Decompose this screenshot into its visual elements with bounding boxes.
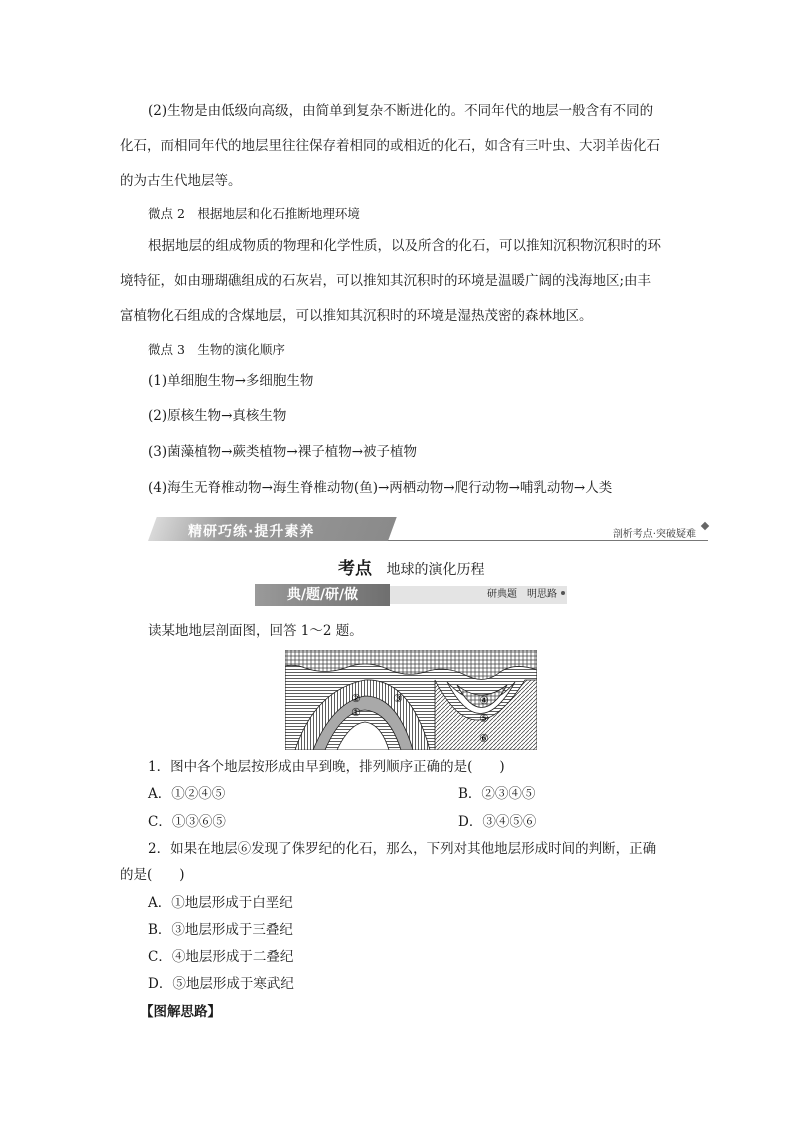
evolution-item-4: (4)海生无脊椎动物→海生脊椎动物(鱼)→两栖动物→爬行动物→哺乳动物→人类 xyxy=(148,480,613,496)
layer-label-5: ⑤ xyxy=(479,712,489,725)
banner-divider xyxy=(388,540,708,541)
section-heading-2: 微点 2 根据地层和化石推断地理环境 xyxy=(148,206,360,221)
banner-title: 精研巧练·提升素养 xyxy=(188,524,315,540)
q1-option-b[interactable]: B．②③④⑤ xyxy=(458,786,536,802)
diamond-icon xyxy=(701,522,709,530)
layer-label-1: ① xyxy=(351,706,361,719)
layer-label-3: ③ xyxy=(393,692,403,705)
layer-label-6: ⑥ xyxy=(479,732,489,745)
banner-subtitle: 剖析考点·突破疑难 xyxy=(612,529,696,540)
sub-banner xyxy=(255,584,567,606)
q2-option-a[interactable]: A．①地层形成于白垩纪 xyxy=(148,895,293,911)
section-banner xyxy=(148,513,708,545)
kaodian-heading xyxy=(338,554,484,579)
q2-option-b[interactable]: B．③地层形成于三叠纪 xyxy=(148,922,293,938)
evolution-item-3: (3)菌藻植物→蕨类植物→裸子植物→被子植物 xyxy=(148,444,418,460)
question-2-stem-line2: 的是( ) xyxy=(120,867,185,883)
paragraph-3: 的为古生代地层等。 xyxy=(120,173,242,189)
question-intro: 读某地地层剖面图，回答 1～2 题。 xyxy=(148,623,363,639)
sub-banner-title: 典/题/研/做 xyxy=(255,584,390,606)
kaodian-title: 地球的演化历程 xyxy=(386,562,485,578)
layer-label-4: ④ xyxy=(479,694,489,707)
paragraph-6: 富植物化石组成的含煤地层，可以推知其沉积时的环境是湿热茂密的森林地区。 xyxy=(120,308,593,324)
evolution-item-1: (1)单细胞生物→多细胞生物 xyxy=(148,373,314,389)
q1-option-c[interactable]: C．①③⑥⑤ xyxy=(148,814,226,830)
q1-option-d[interactable]: D．③④⑤⑥ xyxy=(458,814,537,830)
q1-option-a[interactable]: A．①②④⑤ xyxy=(148,786,226,802)
strata-diagram xyxy=(285,650,537,750)
paragraph-2: 化石，而相同年代的地层里往往保存着相同的或相近的化石，如含有三叶虫、大羽羊齿化石 xyxy=(120,138,660,154)
sub-banner-subtitle-box xyxy=(390,586,567,604)
question-1-stem: 1．图中各个地层按形成由早到晚，排列顺序正确的是( ) xyxy=(148,759,505,775)
layer-label-2: ② xyxy=(351,692,361,705)
sub-banner-subtitle: 研典题 明思路 xyxy=(487,589,557,600)
paragraph-4: 根据地层的组成物质的物理和化学性质，以及所含的化石，可以推知沉积物沉积时的环 xyxy=(148,238,661,254)
dot-icon xyxy=(561,591,565,595)
paragraph-5: 境特征，如由珊瑚礁组成的石灰岩，可以推知其沉积时的环境是温暖广阔的浅海地区;由丰 xyxy=(120,273,652,289)
q2-option-c[interactable]: C．④地层形成于二叠纪 xyxy=(148,949,294,965)
solution-label: 【图解思路】 xyxy=(140,1004,221,1020)
kaodian-label: 考点 xyxy=(338,559,372,579)
paragraph-1: (2)生物是由低级向高级，由简单到复杂不断进化的。不同年代的地层一般含有不同的 xyxy=(148,103,654,119)
question-2-stem-line1: 2．如果在地层⑥发现了侏罗纪的化石，那么，下列对其他地层形成时间的判断，正确 xyxy=(148,841,657,857)
q2-option-d[interactable]: D．⑤地层形成于寒武纪 xyxy=(148,976,294,992)
section-heading-3: 微点 3 生物的演化顺序 xyxy=(148,342,285,357)
evolution-item-2: (2)原核生物→真核生物 xyxy=(148,408,287,424)
